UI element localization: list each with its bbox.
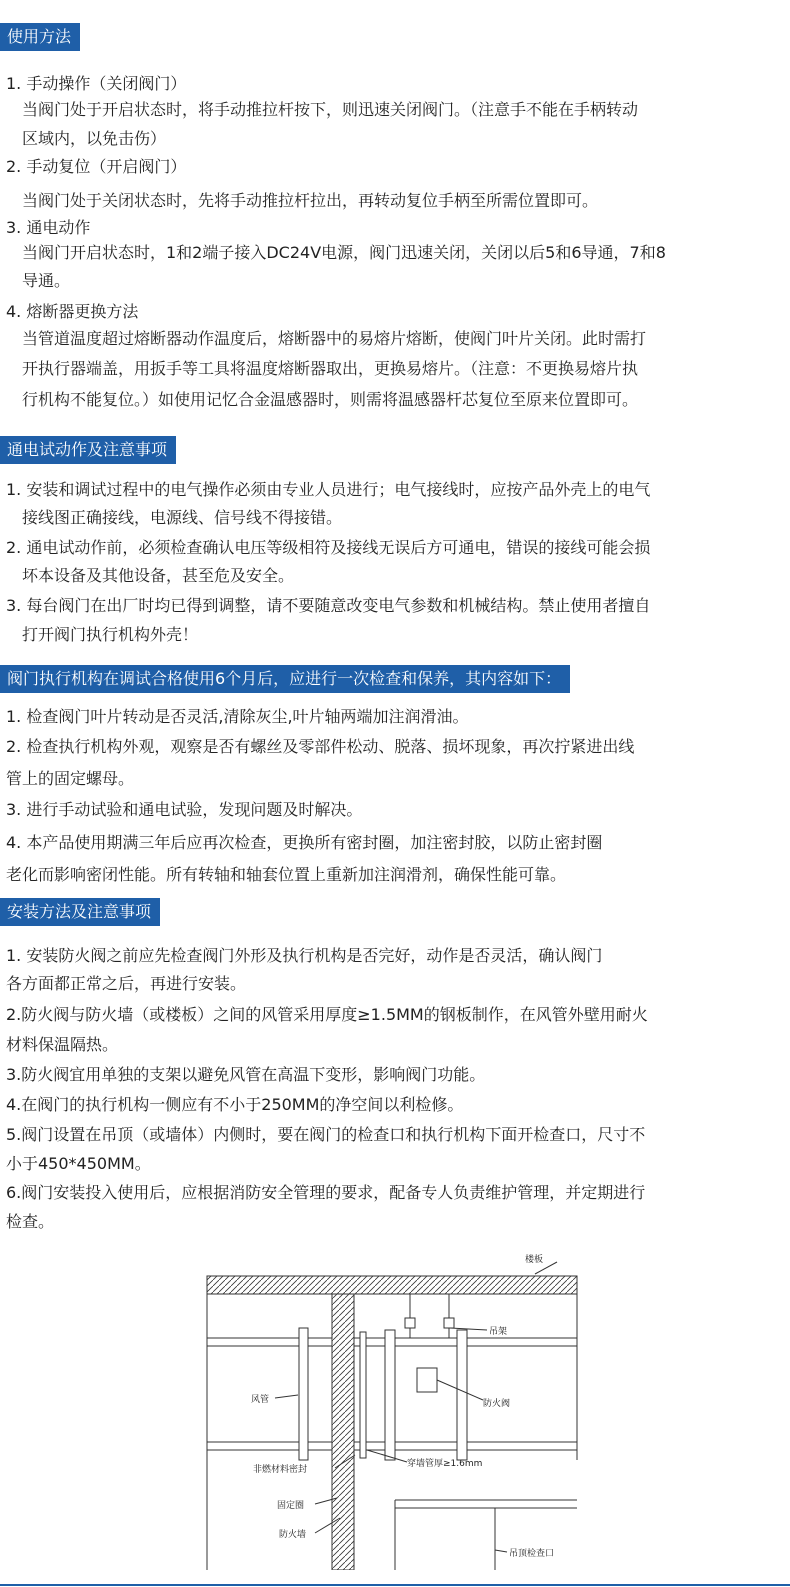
duct-flange-left [299,1328,308,1460]
maint-line-6: 老化而影响密闭性能。所有转轴和轴套位置上重新加注润滑剂，确保性能可靠。 [6,865,567,884]
section-header-power-test: 通电试动作及注意事项 [0,436,176,464]
usage-line-3: 区域内，以免击伤） [22,129,167,148]
label-duct: 风管 [251,1395,270,1405]
install-line-6: 4.在阀门的执行机构一侧应有不小于250MM的净空间以利检修。 [6,1095,464,1114]
label-floor: 楼板 [525,1255,544,1265]
maint-line-1: 1. 检查阀门叶片转动是否灵活,清除灰尘,叶片轴两端加注润滑油。 [6,707,469,726]
power-line-3: 2. 通电试动作前，必须检查确认电压等级相符及接线无误后方可通电，错误的接线可能会损 [6,538,651,557]
usage-line-8: 导通。 [22,271,71,290]
power-line-6: 打开阀门执行机构外壳！ [22,625,199,644]
usage-line-7: 当阀门开启状态时，1和2端子接入DC24V电源，阀门迅速关闭，关闭以后5和6导通，7和8 [22,243,666,262]
install-line-8: 小于450*450MM。 [6,1154,151,1173]
section-header-maintenance: 阀门执行机构在调试合格使用6个月后，应进行一次检查和保养，其内容如下： [0,665,570,693]
usage-line-1: 1. 手动操作（关闭阀门） [6,74,187,93]
maint-line-4: 3. 进行手动试验和通电试验，发现问题及时解决。 [6,800,363,819]
usage-line-5: 当阀门处于关闭状态时，先将手动推拉杆拉出，再转动复位手柄至所需位置即可。 [22,191,599,210]
fire-wall [332,1294,354,1570]
hanger-left [405,1318,415,1328]
floor-slab [207,1276,577,1294]
usage-line-4: 2. 手动复位（开启阀门） [6,157,187,176]
label-hanger: 吊架 [489,1327,508,1337]
install-line-1: 1. 安装防火阀之前应先检查阀门外形及执行机构是否完好，动作是否灵活，确认阀门 [6,946,603,965]
label-ring: 固定圈 [277,1501,305,1511]
label-seal: 非燃材料密封 [253,1465,308,1475]
bottom-divider [0,1584,790,1586]
install-line-7: 5.阀门设置在吊顶（或墙体）内侧时，要在阀门的检查口和执行机构下面开检查口，尺寸不 [6,1125,646,1144]
usage-line-12: 行机构不能复位。）如使用记忆合金温感器时，则需将温感器杆芯复位至原来位置即可。 [22,390,639,409]
power-line-5: 3. 每台阀门在出厂时均已得到调整，请不要随意改变电气参数和机械结构。禁止使用者擅自 [6,596,651,615]
label-thickness: 穿墙管厚≥1.6mm [407,1459,483,1469]
power-line-2: 接线图正确接线，电源线、信号线不得接错。 [22,508,343,527]
usage-line-11: 开执行器端盖，用扳手等工具将温度熔断器取出，更换易熔片。（注意：不更换易熔片执 [22,359,639,378]
usage-line-10: 当管道温度超过熔断器动作温度后，熔断器中的易熔片熔断，使阀门叶片关闭。此时需打 [22,329,647,348]
install-line-10: 检查。 [6,1212,55,1231]
usage-line-9: 4. 熔断器更换方法 [6,302,139,321]
power-line-4: 坏本设备及其他设备，甚至危及安全。 [22,566,295,585]
hanger-right [444,1318,454,1328]
maint-line-5: 4. 本产品使用期满三年后应再次检查，更换所有密封圈，加注密封胶，以防止密封圈 [6,833,603,852]
install-line-2: 各方面都正常之后，再进行安装。 [6,974,247,993]
install-line-4: 材料保温隔热。 [6,1035,119,1054]
section-header-usage: 使用方法 [0,23,80,51]
power-line-1: 1. 安装和调试过程中的电气操作必须由专业人员进行；电气接线时，应按产品外壳上的电气 [6,480,651,499]
maint-line-3: 管上的固定螺母。 [6,769,135,788]
actuator-box [417,1368,437,1392]
install-line-5: 3.防火阀宜用单独的支架以避免风管在高温下变形，影响阀门功能。 [6,1065,486,1084]
install-line-9: 6.阀门安装投入使用后，应根据消防安全管理的要求，配备专人负责维护管理，并定期进行 [6,1183,646,1202]
usage-line-2: 当阀门处于开启状态时，将手动推拉杆按下，则迅速关闭阀门。（注意手不能在手柄转动 [22,100,639,119]
installation-diagram [195,1250,595,1570]
install-line-3: 2.防火阀与防火墙（或楼板）之间的风管采用厚度≥1.5MM的钢板制作，在风管外壁用耐火 [6,1005,648,1024]
maint-line-2: 2. 检查执行机构外观，观察是否有螺丝及零部件松动、脱落、损坏现象，再次拧紧进出线 [6,737,635,756]
usage-line-6: 3. 通电动作 [6,218,91,237]
damper-flange-left [385,1330,395,1460]
label-damper: 防火阀 [483,1399,511,1409]
fire-damper-body [395,1346,457,1442]
damper-flange-right [457,1330,467,1460]
label-access: 吊顶检查口 [509,1549,555,1559]
section-header-installation: 安装方法及注意事项 [0,898,160,926]
label-wall: 防火墙 [279,1530,307,1540]
